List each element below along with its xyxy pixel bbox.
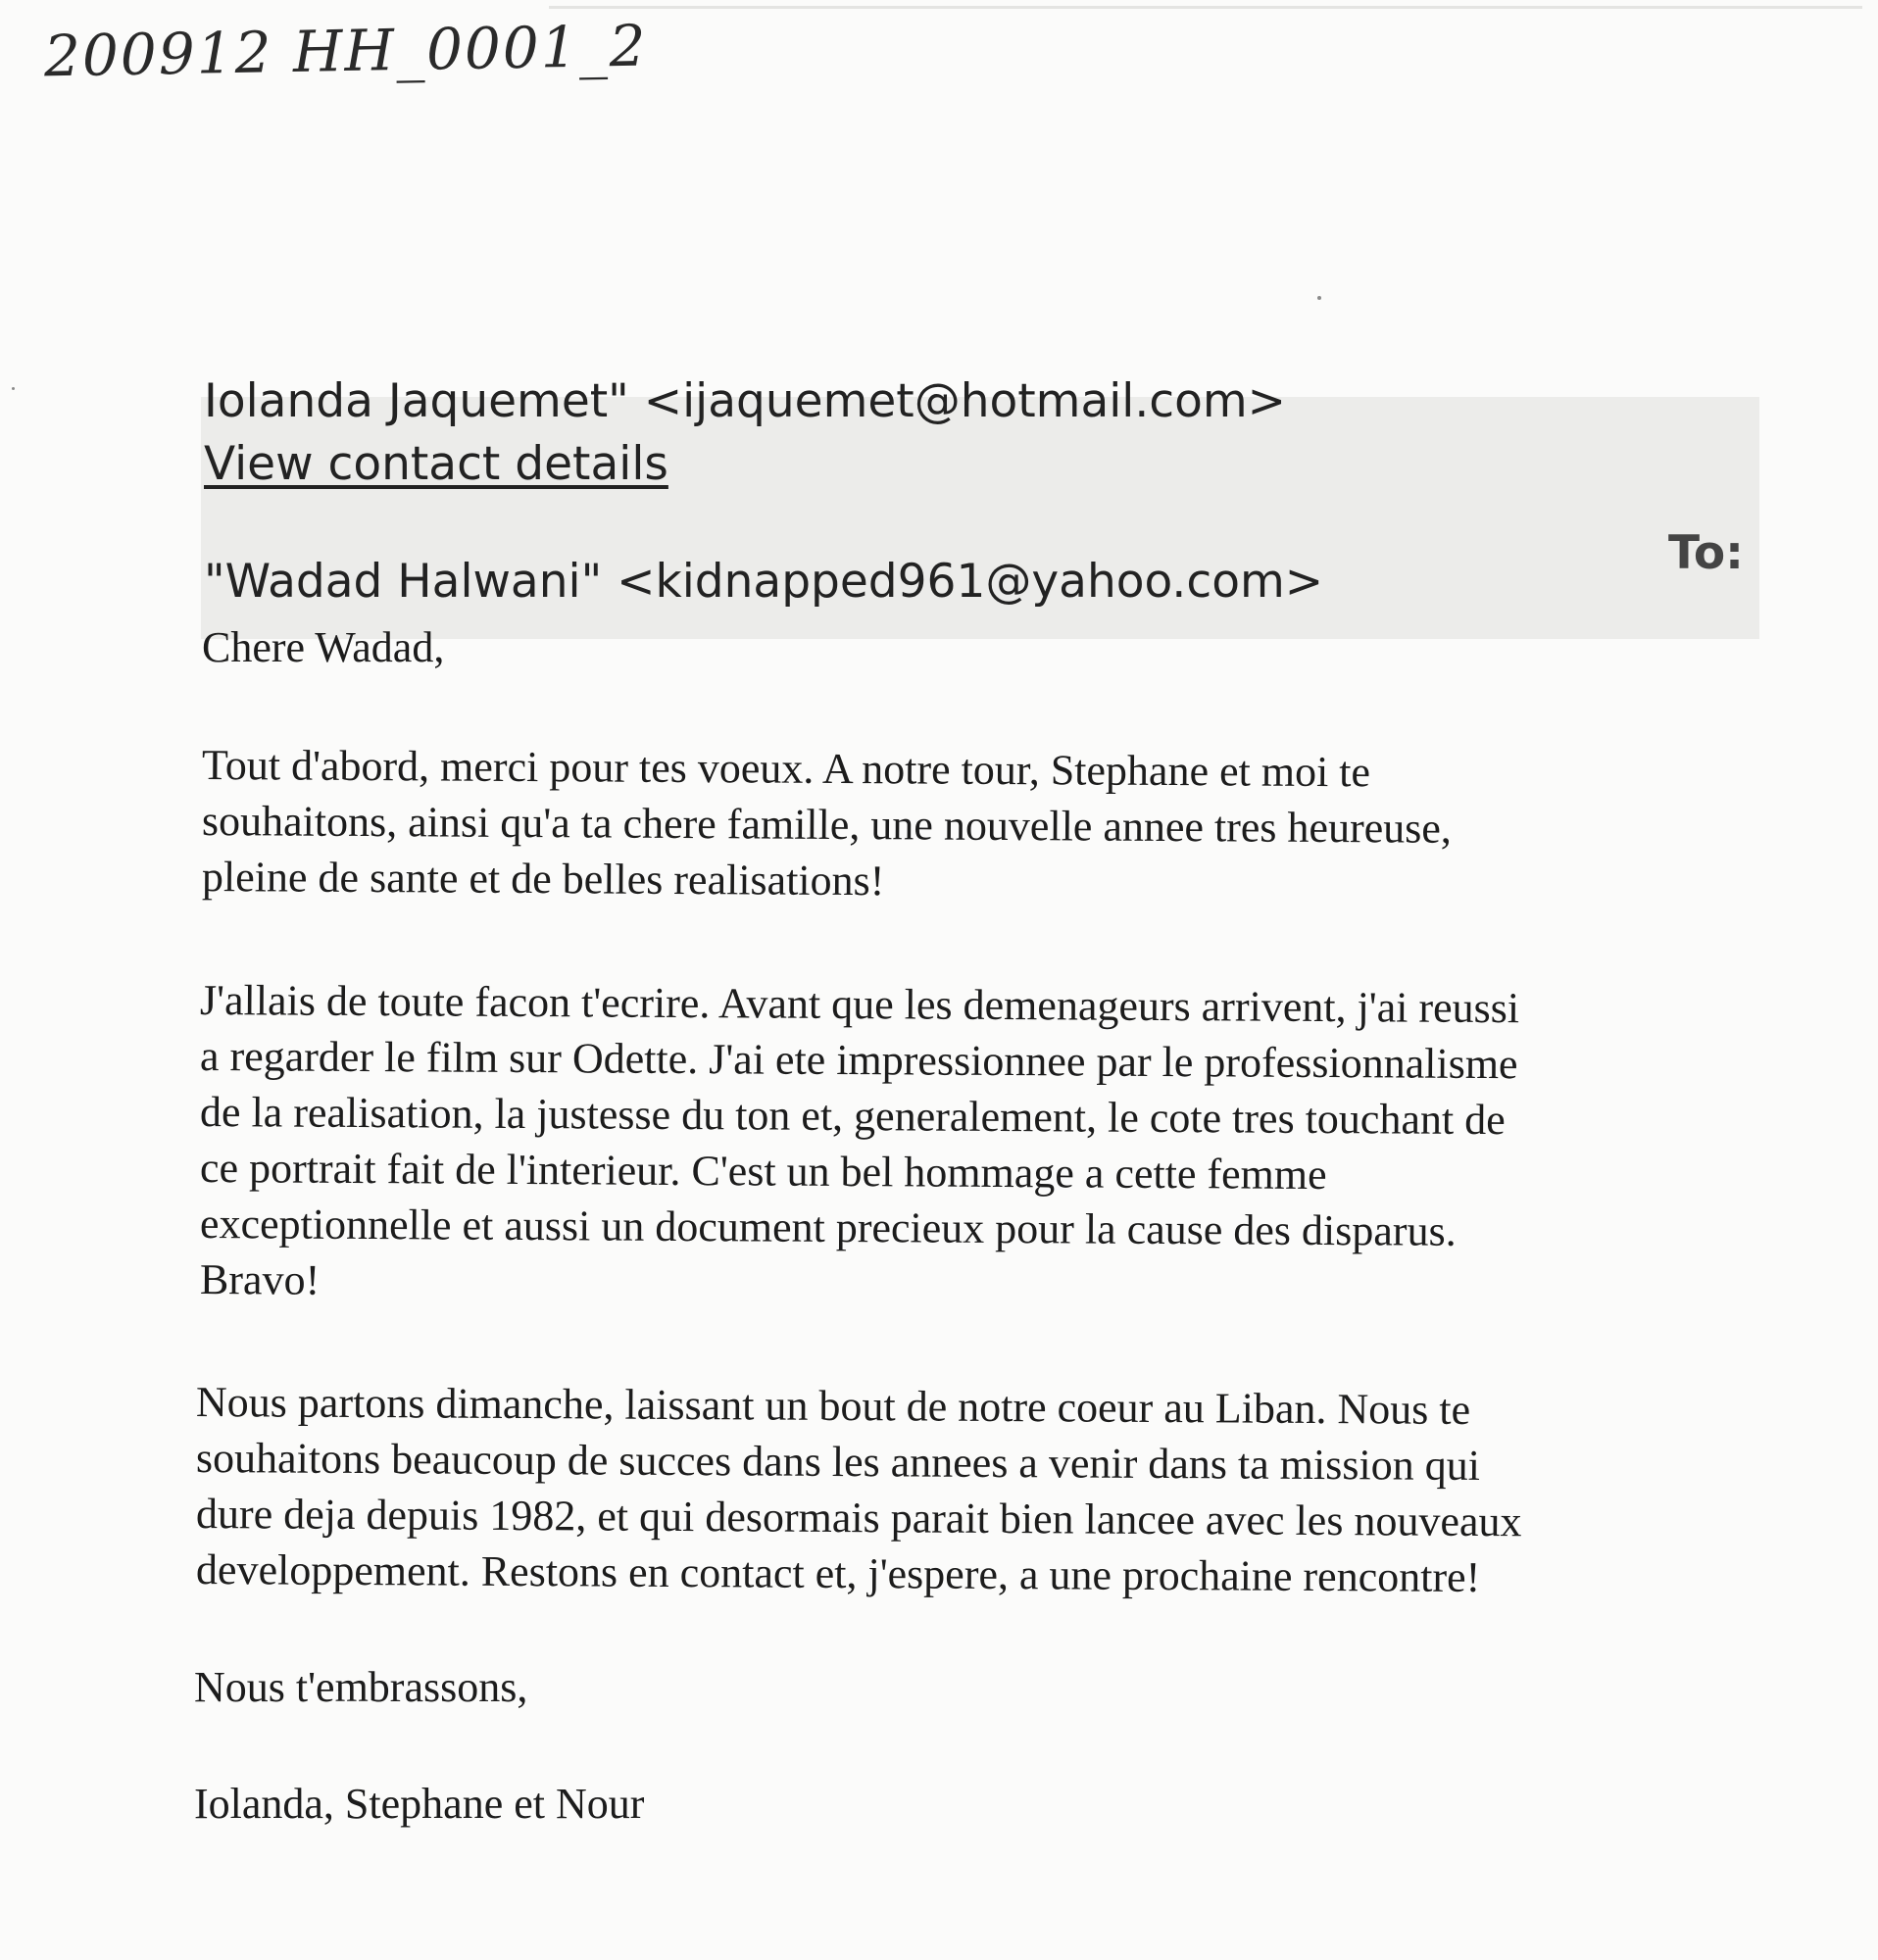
paragraph-line: Tout d'abord, merci pour tes voeux. A notre tour, Stephane et moi te <box>201 741 1371 797</box>
paragraph-line: J'allais de toute facon t'ecrire. Avant que les demenageurs arrivent, j'ai reussi <box>199 976 1520 1033</box>
paragraph-line: pleine de sante et de belles realisations! <box>201 853 885 906</box>
paragraph-line: developpement. Restons en contact et, j'espere, a une prochaine rencontre! <box>195 1545 1481 1602</box>
to-label: To: <box>1668 526 1744 580</box>
paragraph-line: exceptionnelle et aussi un document precieux pour la cause des disparus. <box>199 1200 1457 1255</box>
scan-speck <box>1317 296 1321 300</box>
paragraph-line: ce portrait fait de l'interieur. C'est un bel hommage a cette femme <box>199 1144 1327 1200</box>
paragraph-line: Nous partons dimanche, laissant un bout de notre coeur au Liban. Nous te <box>195 1378 1471 1434</box>
handwritten-reference-number: 200912 HH_0001_2 <box>43 12 649 90</box>
signature: Iolanda, Stephane et Nour <box>194 1780 645 1828</box>
scan-speck <box>12 387 15 390</box>
closing: Nous t'embrassons, <box>194 1663 528 1711</box>
paragraph-line: souhaitons, ainsi qu'a ta chere famille, une nouvelle annee tres heureuse, <box>201 797 1453 853</box>
paragraph-line: dure deja depuis 1982, et qui desormais parait bien lancee avec les nouveaux <box>195 1490 1522 1546</box>
salutation: Chere Wadad, <box>202 623 445 671</box>
scan-edge-line <box>549 6 1862 9</box>
paragraph-line: de la realisation, la justesse du ton et, generalement, le cote tres touchant de <box>199 1088 1506 1145</box>
paragraph-line: a regarder le film sur Odette. J'ai ete impressionnee par le professionnalisme <box>199 1032 1518 1089</box>
paragraph-line: souhaitons beaucoup de succes dans les annees a venir dans ta mission qui <box>195 1434 1481 1491</box>
view-contact-details-link[interactable]: View contact details <box>204 437 668 491</box>
sender-line: Iolanda Jaquemet" <ijaquemet@hotmail.com> <box>204 374 1287 428</box>
recipient-line: "Wadad Halwani" <kidnapped961@yahoo.com> <box>204 555 1324 609</box>
paragraph-line: Bravo! <box>199 1255 321 1304</box>
